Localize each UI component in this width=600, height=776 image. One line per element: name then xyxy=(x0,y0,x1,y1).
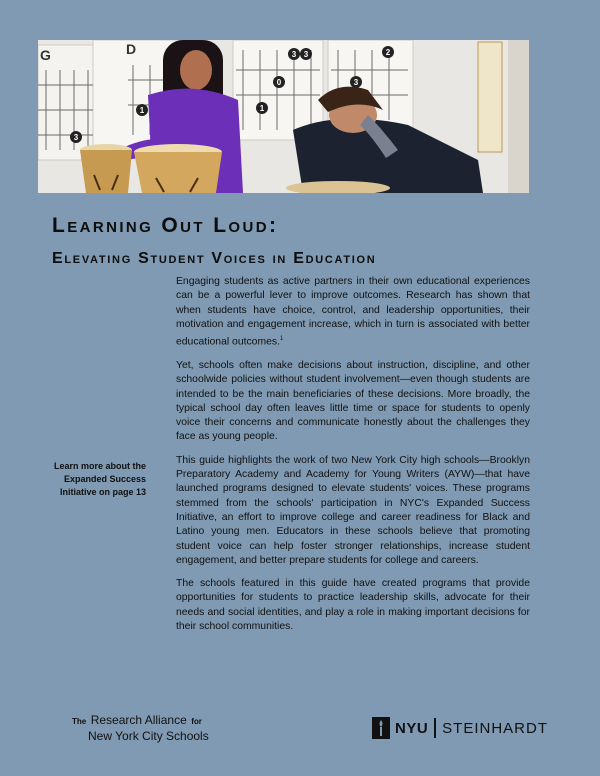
cover-photo xyxy=(38,40,529,193)
logo-research-alliance: Research Alliance xyxy=(90,713,187,727)
nyu-steinhardt-logo xyxy=(372,716,548,740)
sidebar-note: Learn more about the Expanded Success Initiative on page 13 xyxy=(53,461,146,497)
logo-for: for xyxy=(191,717,202,726)
steinhardt-wordmark: STEINHARDT xyxy=(442,719,549,737)
paragraph xyxy=(176,275,530,350)
logo-nyc-schools: New York City Schools xyxy=(88,729,209,743)
paragraph: The schools featured in this guide have created programs that provide opportunities for students to practice leadership skills, advocate for their needs and social identities, and play a role in making important decisions for their school communities. xyxy=(176,578,530,632)
torch-icon xyxy=(372,717,390,739)
chart-digit: 1 xyxy=(259,104,265,113)
paragraph-text: Engaging students as active partners in their own educational experiences can be a powerful lever to improve outcomes. Research has shown that when students have choice, control, and leadership opportunities, their motivation and engagement increase, which in turn is associated with better educational outcomes. xyxy=(176,276,530,348)
chart-digit: 3 xyxy=(303,50,309,59)
nyu-wordmark: NYU xyxy=(395,719,429,737)
research-alliance-logo xyxy=(72,712,209,744)
chart-digit: 3 xyxy=(291,50,297,59)
chart-digit: 2 xyxy=(385,48,391,57)
chart-digit: 3 xyxy=(73,133,79,142)
logo-the: The xyxy=(72,717,87,726)
logo-divider xyxy=(434,718,436,738)
classroom-photo xyxy=(38,40,529,193)
chart-digit: 0 xyxy=(276,78,282,87)
paragraph: Yet, schools often make decisions about instruction, discipline, and other schoolwide policies without student involvement—even though students are intended to be the main beneficiaries of these decisions. More broadly, the typical school day often leaves little time or space for students to openly voice their concerns and communicate honestly about the challenges they face as young people. xyxy=(176,359,530,443)
body-text xyxy=(176,275,530,643)
title-block xyxy=(52,214,552,268)
chart-digit: 1 xyxy=(139,106,145,115)
footnote-marker: 1 xyxy=(279,336,284,343)
chalk-letter-d: D xyxy=(126,41,137,57)
page-subtitle: Elevating Student Voices in Education xyxy=(52,250,377,267)
chart-digit: 3 xyxy=(353,78,359,87)
paragraph: This guide highlights the work of two New York City high schools—Brooklyn Preparatory Academy and Academy for Young Writers (AYW)—that have launched programs designed to elevate students' voices. These programs stemmed from the schools' participation in NYC's Expanded Success Initiative, an effort to improve college and career readiness for Black and Latino young men. Educators in these schools believe that promoting student voice can help foster stronger relationships, increase student engagement, and better prepare students for college and careers. xyxy=(176,454,530,566)
page-title: Learning Out Loud: xyxy=(52,214,279,237)
chalk-letter-g: G xyxy=(40,47,51,63)
